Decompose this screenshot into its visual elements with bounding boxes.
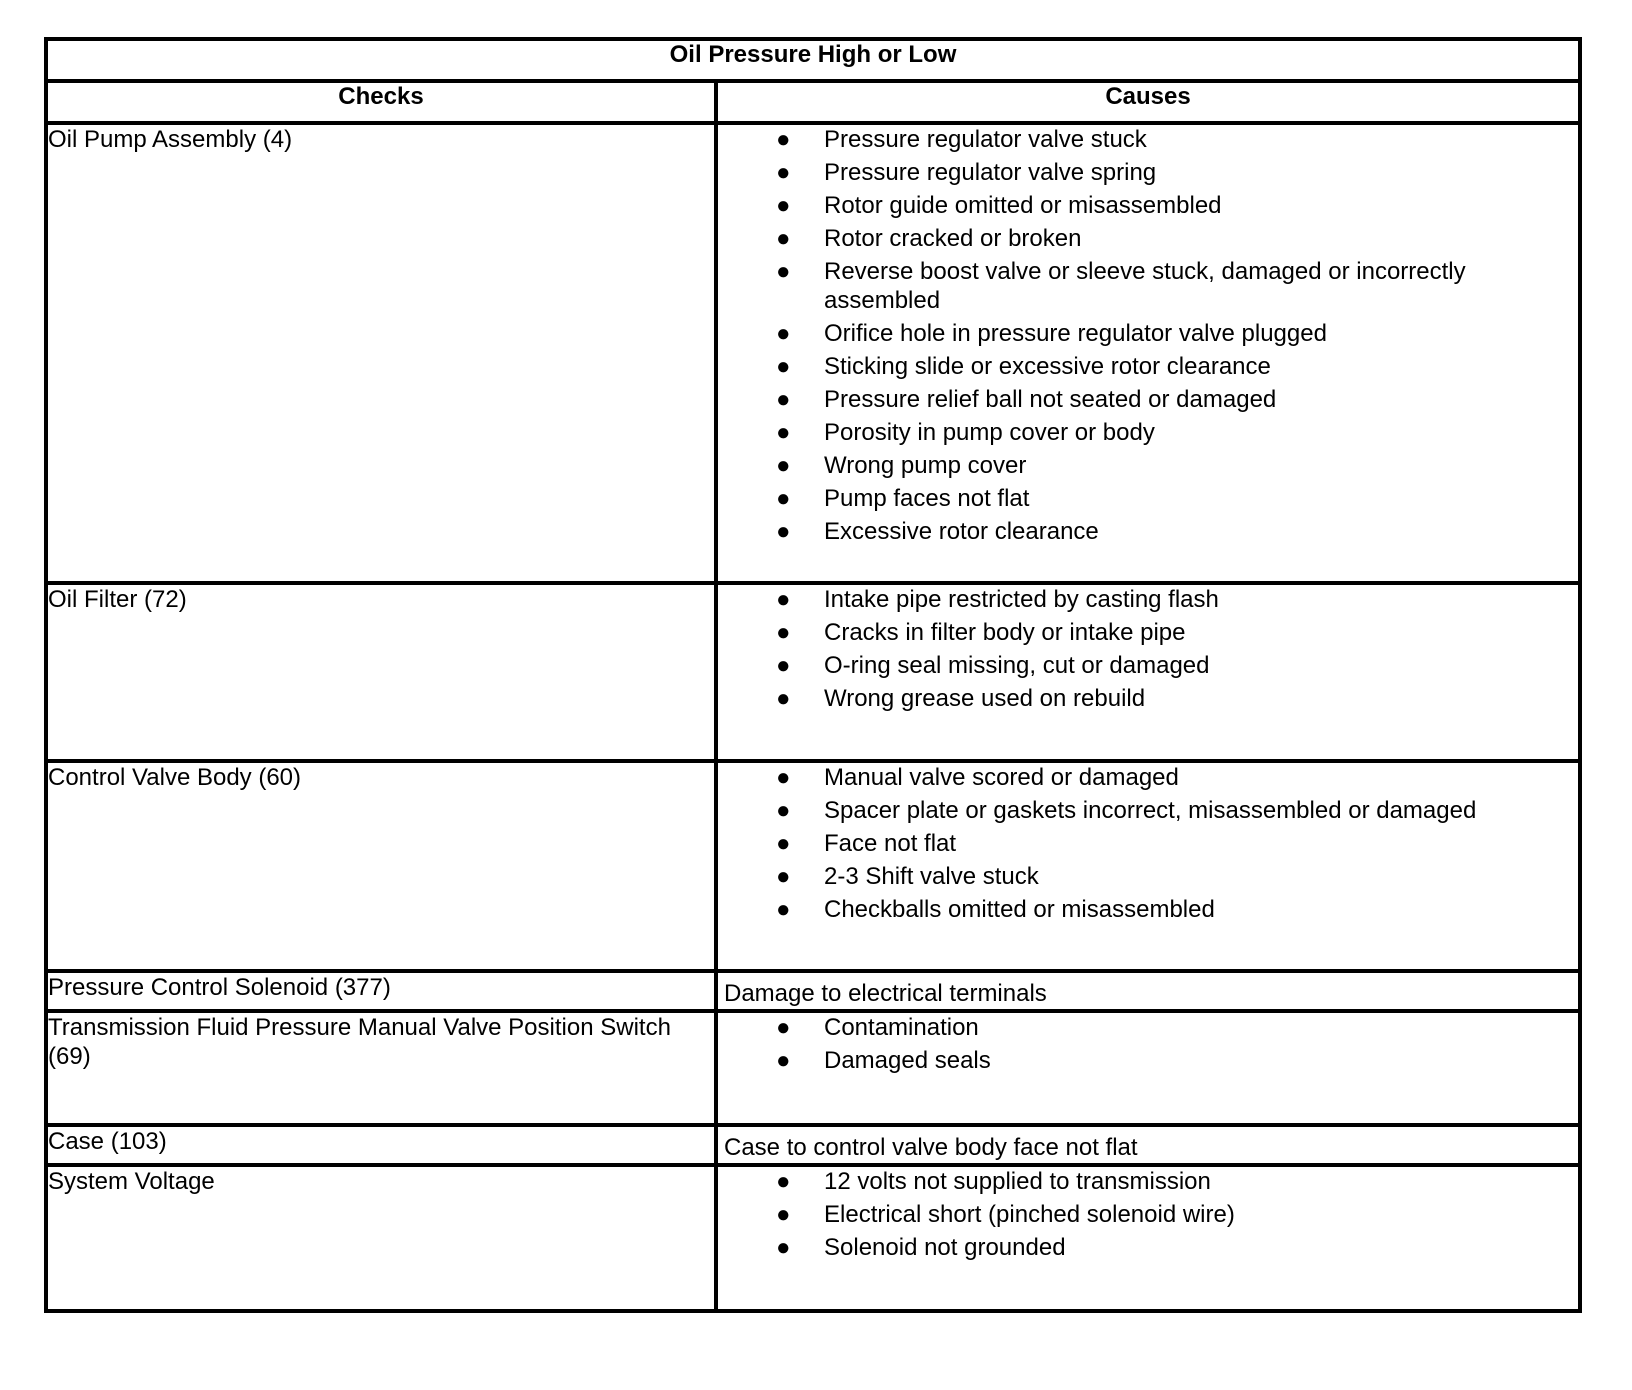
diagnostic-table [44,37,1582,1313]
bullet-icon: ● [776,1234,791,1261]
cause-item: ● Contamination [776,1014,979,1041]
cause-item: ● Porosity in pump cover or body [776,419,1155,446]
cause-item: ● Pressure regulator valve spring [776,159,1157,186]
table-row [46,583,1580,761]
bullet-icon: ● [776,320,791,347]
cause-item: ● Cracks in filter body or intake pipe [776,619,1186,646]
check-cell: Oil Filter (72) [46,583,716,761]
check-cell: Case (103) [46,1125,716,1165]
bullet-icon: ● [776,619,791,646]
cause-item: ● Rotor guide omitted or misassembled [776,192,1222,219]
cause-item: ● Sticking slide or excessive rotor clearance [776,353,1271,380]
check-cell: Transmission Fluid Pressure Manual Valve Position Switch (69) [46,1011,716,1125]
bullet-icon: ● [776,353,791,380]
diagnostic-table-container [44,37,1578,1313]
cause-item: ● Reverse boost valve or sleeve stuck, damaged or incorrectly assembled [776,258,1466,314]
causes-cell: Case to control valve body face not flat [716,1125,1580,1165]
cause-item: ● Intake pipe restricted by casting flash [776,586,1219,613]
bullet-icon: ● [776,1201,791,1228]
cause-item: ● Pressure relief ball not seated or damaged [776,386,1277,413]
bullet-icon: ● [776,452,791,479]
cause-item: ● Orifice hole in pressure regulator valve plugged [776,320,1327,347]
cause-item: ● Face not flat [776,830,957,857]
bullet-icon: ● [776,518,791,545]
table-row [46,1165,1580,1311]
bullet-icon: ● [776,1168,791,1195]
bullet-icon: ● [776,258,791,285]
bullet-icon: ● [776,830,791,857]
bullet-icon: ● [776,652,791,679]
bullet-icon: ● [776,126,791,153]
table-row [46,1011,1580,1125]
table-row [46,971,1580,1011]
bullet-icon: ● [776,1047,791,1074]
bullet-icon: ● [776,192,791,219]
causes-cell [716,761,1580,971]
bullet-icon: ● [776,1014,791,1041]
cause-item: ● Pressure regulator valve stuck [776,126,1147,153]
cause-item: ● Electrical short (pinched solenoid wire) [776,1201,1235,1228]
cause-item: ● Checkballs omitted or misassembled [776,896,1215,923]
cause-item: ● Damaged seals [776,1047,991,1074]
cause-item: ● Manual valve scored or damaged [776,764,1179,791]
bullet-icon: ● [776,797,791,824]
bullet-icon: ● [776,419,791,446]
cause-item: ● Spacer plate or gaskets incorrect, misassembled or damaged [776,797,1477,824]
cause-item: ● Wrong grease used on rebuild [776,685,1146,712]
bullet-icon: ● [776,685,791,712]
table-row [46,123,1580,583]
causes-list [718,1013,1578,1075]
bullet-icon: ● [776,863,791,890]
causes-column-header: Causes [716,81,1580,123]
cause-item: ● Solenoid not grounded [776,1234,1066,1261]
cause-item: ● Pump faces not flat [776,485,1030,512]
table-row [46,761,1580,971]
checks-column-header: Checks [46,81,716,123]
causes-list [718,763,1578,924]
cause-item: ● Excessive rotor clearance [776,518,1099,545]
causes-cell [716,1011,1580,1125]
causes-cell [716,583,1580,761]
causes-cell [716,123,1580,583]
check-cell: System Voltage [46,1165,716,1311]
check-cell: Oil Pump Assembly (4) [46,123,716,583]
bullet-icon: ● [776,896,791,923]
table-title: Oil Pressure High or Low [46,39,1580,81]
bullet-icon: ● [776,386,791,413]
causes-list [718,125,1578,546]
cause-item: ● Wrong pump cover [776,452,1027,479]
cause-item: ● Rotor cracked or broken [776,225,1082,252]
causes-list [718,1167,1578,1262]
bullet-icon: ● [776,586,791,613]
check-cell: Control Valve Body (60) [46,761,716,971]
cause-item: ● 12 volts not supplied to transmission [776,1168,1211,1195]
bullet-icon: ● [776,764,791,791]
bullet-icon: ● [776,159,791,186]
causes-cell [716,1165,1580,1311]
bullet-icon: ● [776,485,791,512]
causes-cell: Damage to electrical terminals [716,971,1580,1011]
check-cell: Pressure Control Solenoid (377) [46,971,716,1011]
causes-list [718,585,1578,713]
cause-item: ● O-ring seal missing, cut or damaged [776,652,1210,679]
bullet-icon: ● [776,225,791,252]
table-row [46,1125,1580,1165]
cause-item: ● 2-3 Shift valve stuck [776,863,1039,890]
